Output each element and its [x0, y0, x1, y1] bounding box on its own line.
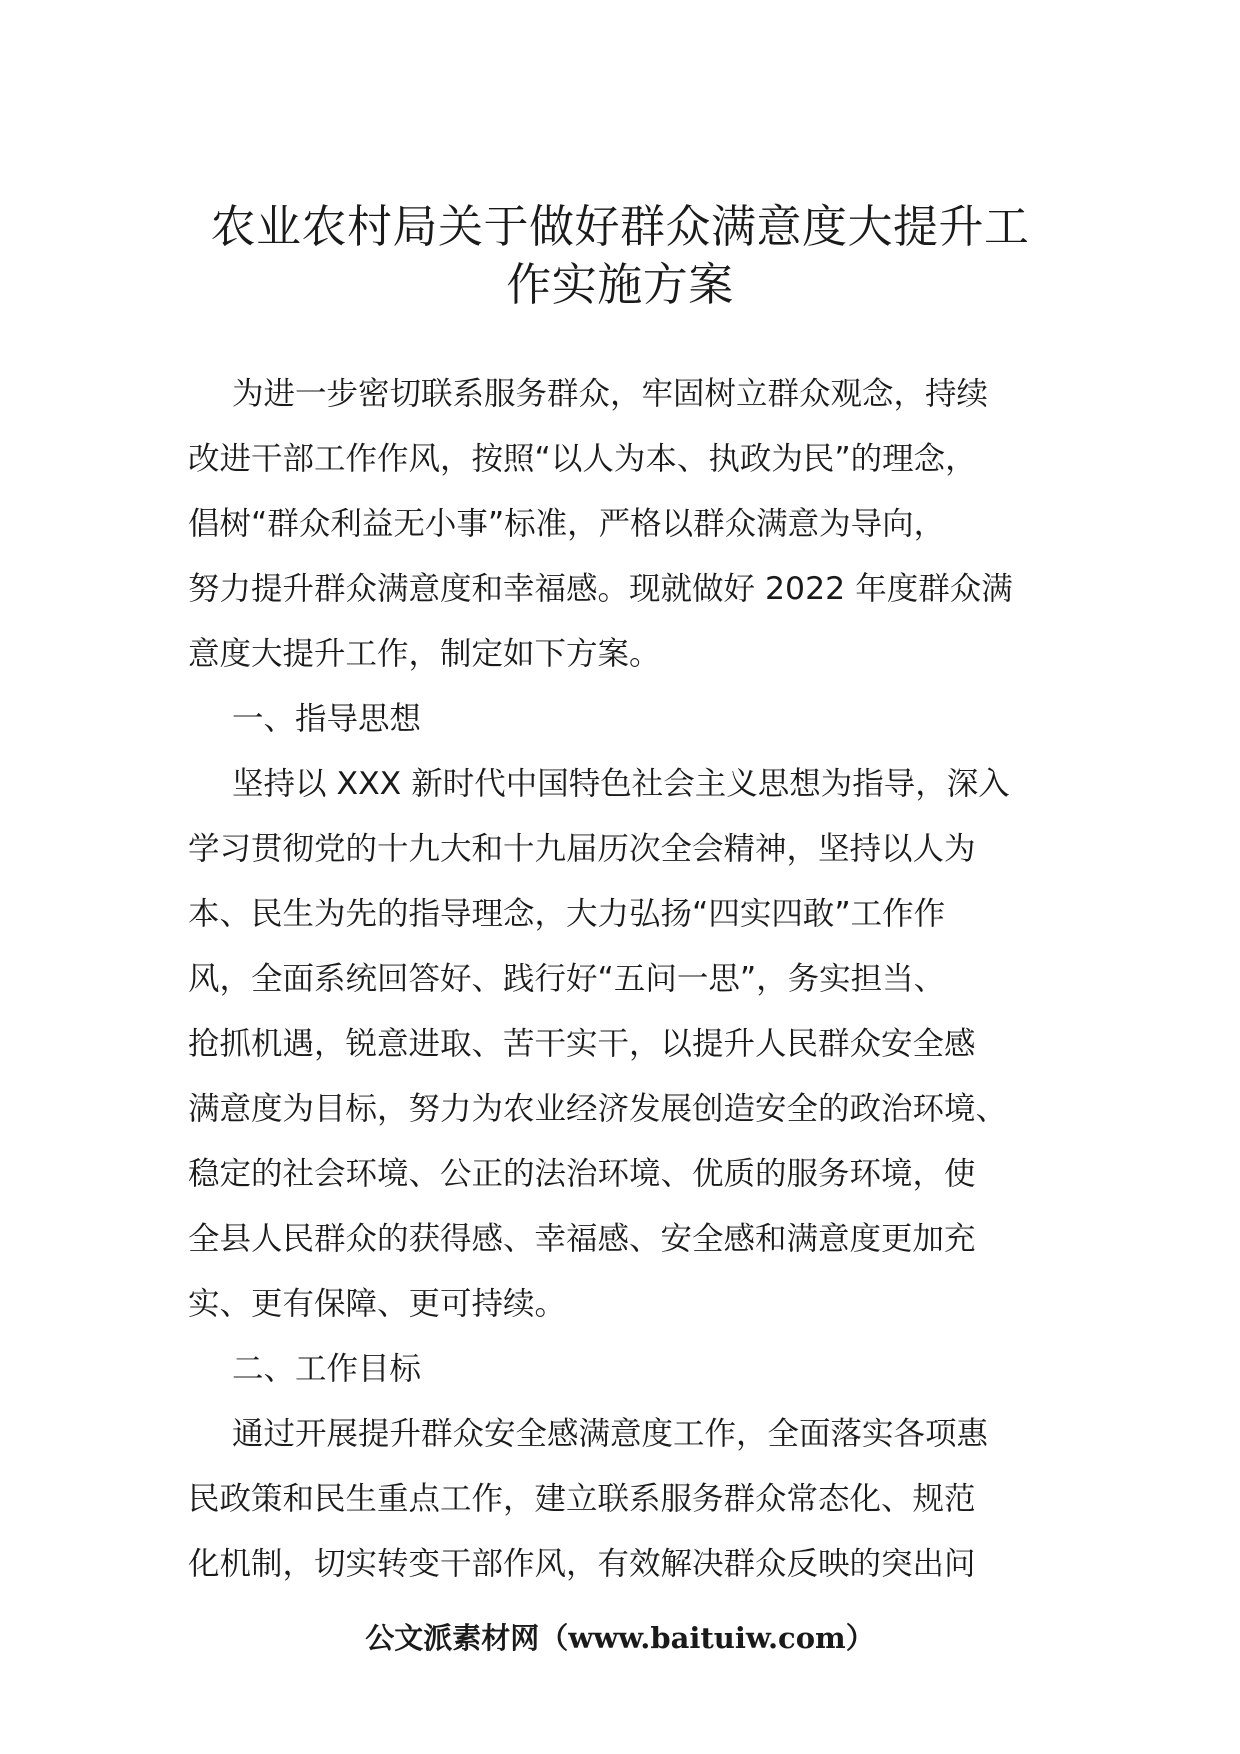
- body-line: 为进一步密切联系服务群众，牢固树立群众观念，持续: [232, 376, 989, 412]
- body-line: 坚持以 XXX 新时代中国特色社会主义思想为指导，深入: [232, 766, 1010, 802]
- body-line: 化机制，切实转变干部作风，有效解决群众反映的突出问: [188, 1546, 976, 1582]
- document-title: [150, 198, 1090, 314]
- body-line: 一、指导思想: [232, 701, 422, 737]
- body-line: 满意度为目标，努力为农业经济发展创造安全的政治环境、: [188, 1091, 1008, 1127]
- footer-watermark: 公文派素材网（www.baituiw.com）: [365, 1621, 875, 1655]
- body-line: 学习贯彻党的十九大和十九届历次全会精神，坚持以人为: [188, 831, 976, 867]
- body-line: 民政策和民生重点工作，建立联系服务群众常态化、规范: [188, 1481, 976, 1517]
- body-line: 倡树“群众利益无小事”标准，严格以群众满意为导向，: [188, 506, 946, 542]
- body-line: 实、更有保障、更可持续。: [188, 1286, 567, 1322]
- body-line: 二、工作目标: [232, 1351, 422, 1387]
- body-line: 风，全面系统回答好、践行好“五问一思”，务实担当、: [188, 961, 946, 997]
- body-line: 改进干部工作作风，按照“以人为本、执政为民”的理念，: [188, 441, 977, 477]
- body-line: 稳定的社会环境、公正的法治环境、优质的服务环境，使: [188, 1156, 976, 1192]
- title-line: 农业农村局关于做好群众满意度大提升工: [210, 200, 1030, 253]
- body-line: 全县人民群众的获得感、幸福感、安全感和满意度更加充: [188, 1221, 976, 1257]
- body-line: 本、民生为先的指导理念，大力弘扬“四实四敢”工作作: [188, 896, 946, 932]
- body-line: 意度大提升工作，制定如下方案。: [188, 636, 661, 672]
- body-line: 通过开展提升群众安全感满意度工作，全面落实各项惠: [232, 1416, 989, 1452]
- document-body: [188, 362, 1068, 1597]
- body-line: 抢抓机遇，锐意进取、苦干实干，以提升人民群众安全感: [188, 1026, 976, 1062]
- title-line: 作实施方案: [506, 258, 734, 311]
- body-line: 努力提升群众满意度和幸福感。现就做好 2022 年度群众满: [188, 571, 1013, 607]
